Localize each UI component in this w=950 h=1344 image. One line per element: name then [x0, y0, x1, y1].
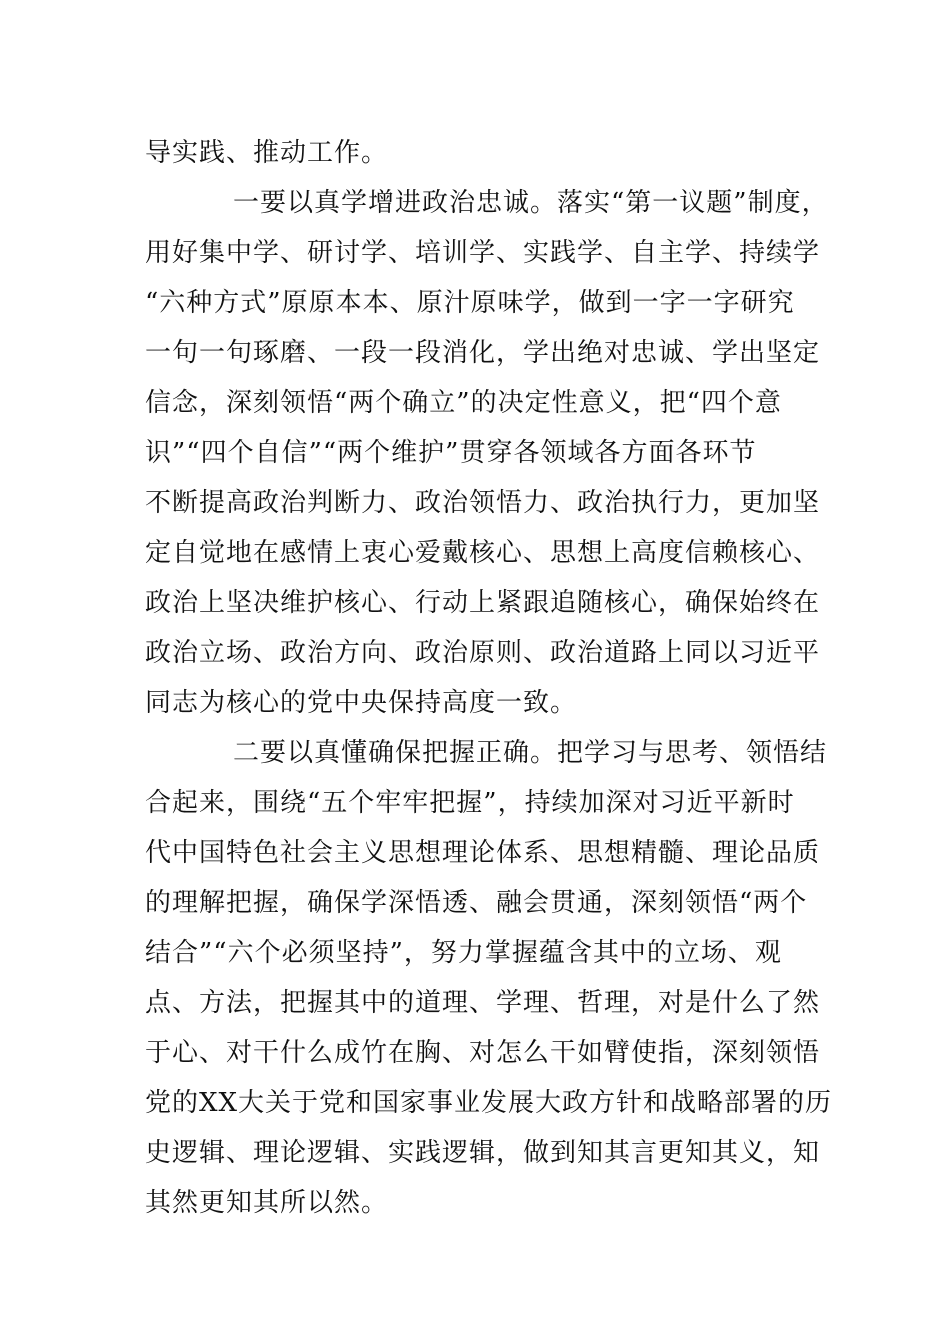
- text-line: 政治上坚决维护核心、行动上紧跟追随核心，确保始终在: [145, 588, 821, 618]
- text-line: 代中国特色社会主义思想理论体系、思想精髓、理论品质: [145, 838, 821, 868]
- text-line: “六种方式”原原本本、原汁原味学，做到一字一字研究: [145, 288, 795, 318]
- text-line: 党的XX大关于党和国家事业发展大政方针和战略部署的历: [145, 1088, 833, 1118]
- text-line: 史逻辑、理论逻辑、实践逻辑，做到知其言更知其义，知: [145, 1138, 821, 1168]
- paragraph-intro-tail: [145, 128, 825, 178]
- document-body: [145, 128, 833, 1228]
- paragraph-point-one: [145, 178, 829, 728]
- text-line: 定自觉地在感情上衷心爱戴核心、思想上高度信赖核心、: [145, 538, 821, 568]
- text-line: 二要以真懂确保把握正确。把学习与思考、领悟结: [233, 738, 828, 768]
- text-line: 一要以真学增进政治忠诚。落实“第一议题”制度，: [233, 188, 829, 218]
- text-line: 合起来，围绕“五个牢牢把握”，持续加深对习近平新时: [145, 788, 795, 818]
- paragraph-point-two: [145, 728, 833, 1228]
- text-line: 点、方法，把握其中的道理、学理、哲理，对是什么了然: [145, 988, 821, 1018]
- text-line: 的理解把握，确保学深悟透、融会贯通，深刻领悟“两个: [145, 888, 808, 918]
- text-line: 同志为核心的党中央保持高度一致。: [145, 688, 578, 718]
- text-line: 政治立场、政治方向、政治原则、政治道路上同以习近平: [145, 638, 821, 668]
- text-line: 识”“四个自信”“两个维护”贯穿各领域各方面各环节: [145, 438, 757, 468]
- text-line: 一句一句琢磨、一段一段消化，学出绝对忠诚、学出坚定: [145, 338, 821, 368]
- text-line: 信念，深刻领悟“两个确立”的决定性意义，把“四个意: [145, 388, 782, 418]
- text-line: 用好集中学、研讨学、培训学、实践学、自主学、持续学: [145, 238, 821, 268]
- text-line: 于心、对干什么成竹在胸、对怎么干如臂使指，深刻领悟: [145, 1038, 821, 1068]
- text-line: 结合”“六个必须坚持”，努力掌握蕴含其中的立场、观: [145, 938, 782, 968]
- text-line: 其然更知其所以然。: [145, 1188, 389, 1218]
- text-line: 不断提高政治判断力、政治领悟力、政治执行力，更加坚: [145, 488, 821, 518]
- text-line: 导实践、推动工作。: [145, 138, 389, 168]
